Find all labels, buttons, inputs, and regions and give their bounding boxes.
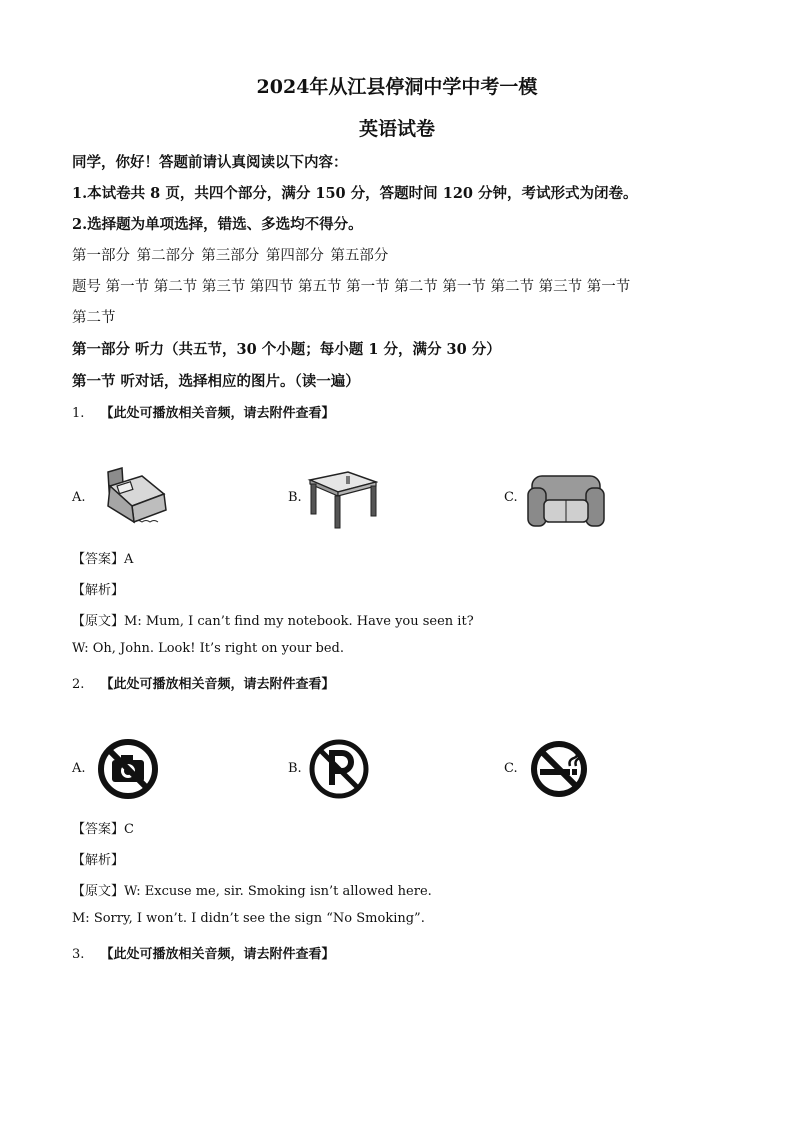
q2-option-a-label: A. [72,761,86,776]
q2-option-b-label: B. [288,761,302,776]
exam-subtitle: 英语试卷 [358,118,435,140]
audio-note: 【此处可播放相关音频，请去附件查看】 [100,677,335,692]
question-1-header [72,402,335,421]
question-2-analysis: 【解析】 [72,853,125,868]
intro-greeting: 同学，你好！答题前请认真阅读以下内容： [72,154,348,171]
bed-icon [94,466,170,528]
question-3-header [72,943,335,962]
intro-rule-1: 1.本试卷共 8 页，共四个部分，满分 150 分，答题时间 120 分钟，考试形式为闭卷。 [72,185,638,202]
script-text: M: Mum, I can’t find my notebook. Have you seen it? [124,614,474,629]
part1-heading: 第一部分 听力（共五节，30 个小题；每小题 1 分，满分 30 分） [72,341,501,358]
q1-option-a-label: A. [72,490,86,505]
question-number: 1. [72,406,85,421]
audio-note: 【此处可播放相关音频，请去附件查看】 [100,947,335,962]
intro-rule-2: 2.选择题为单项选择，错选、多选均不得分。 [72,216,363,233]
question-1-analysis: 【解析】 [72,583,125,598]
q1-option-c-label: C. [504,490,518,505]
question-2-answer [72,818,134,837]
sections-row: 题号 第一节 第二节 第三节 第四节 第五节 第一节 第二节 第一节 第二节 第三节 第一节 [72,279,631,295]
script-label: 【原文】 [72,614,125,629]
answer-value: C [124,822,134,837]
audio-note: 【此处可播放相关音频，请去附件查看】 [100,406,335,421]
sofa-icon [526,470,606,534]
question-1-script-2: W: Oh, John. Look! It’s right on your bed. [72,641,345,656]
question-2-header [72,673,335,692]
question-number: 3. [72,947,85,962]
answer-label: 【答案】 [72,552,125,567]
question-2-script-1 [72,880,432,899]
parts-row: 第一部分 第二部分 第三部分 第四部分 第五部分 [72,248,389,264]
no-parking-icon [308,738,370,804]
exam-title: 2024年从江县停洞中学中考一模 [256,76,538,98]
section1-heading: 第一节 听对话，选择相应的图片。（读一遍） [72,373,360,390]
no-photography-icon [97,738,159,804]
script-label: 【原文】 [72,884,125,899]
q2-option-c-label: C. [504,761,518,776]
answer-label: 【答案】 [72,822,125,837]
question-1-answer [72,548,133,567]
answer-value: A [124,552,134,567]
no-smoking-icon [528,738,590,804]
question-2-script-2: M: Sorry, I won’t. I didn’t see the sign “No Smoking”. [72,911,425,926]
table-icon [306,468,378,534]
q1-option-b-label: B. [288,490,302,505]
script-text: W: Excuse me, sir. Smoking isn’t allowed here. [124,884,432,899]
question-number: 2. [72,677,85,692]
question-1-script-1 [72,610,474,629]
sections-row-continued: 第二节 [72,310,116,326]
